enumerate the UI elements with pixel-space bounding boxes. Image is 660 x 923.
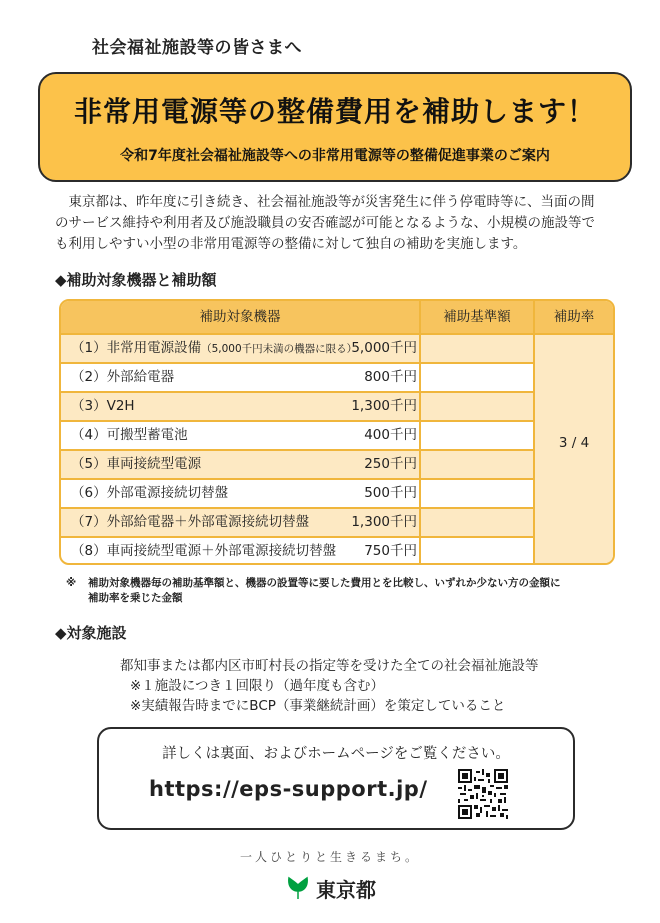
table-row	[61, 391, 533, 420]
intro-line: のサービス維持や利用者及び施設職員の安否確認が可能となるような、小規模の施設等で	[55, 215, 595, 231]
audience-heading: 社会福祉施設等の皆さまへ	[92, 38, 302, 58]
row-amount: 400千円	[364, 427, 417, 443]
title-banner	[38, 72, 632, 182]
section-heading-facilities: ◆対象施設	[55, 624, 127, 642]
table-row	[61, 333, 533, 362]
row-item: （4）可搬型蓄電池	[71, 427, 188, 443]
facility-description	[120, 656, 539, 716]
row-item: （2）外部給電器	[71, 369, 175, 385]
table-row	[61, 362, 533, 391]
column-divider	[419, 301, 421, 563]
row-amount: 800千円	[364, 369, 417, 385]
row-amount: 250千円	[364, 456, 417, 472]
footnote-line: 補助対象機器毎の補助基準額と、機器の設置等に要した費用とを比較し、いずれか少ない方の金額に	[88, 577, 561, 589]
table-header	[61, 301, 613, 333]
website-link[interactable]: https://eps-support.jp/	[149, 777, 428, 801]
intro-paragraph	[55, 192, 625, 255]
row-note: （5,000千円未満の機器に限る）	[201, 343, 358, 355]
facility-main: 都知事または都内区市町村長の指定等を受けた全ての社会福祉施設等	[120, 658, 539, 674]
main-title: 非常用電源等の整備費用を補助します！	[73, 95, 596, 128]
row-item: （7）外部給電器＋外部電源接続切替盤	[71, 514, 310, 530]
header-rate: 補助率	[553, 309, 595, 325]
slogan: 一人ひとりと生きるまち。	[239, 850, 420, 864]
sub-title: 令和7年度社会福祉施設等への非常用電源等の整備促進事業のご案内	[120, 148, 550, 164]
header-amount: 補助基準額	[443, 309, 511, 325]
qr-code-icon[interactable]	[458, 769, 508, 819]
ginkgo-leaf-icon	[286, 876, 310, 900]
row-item: （1）非常用電源設備（5,000千円未満の機器に限る）	[71, 340, 358, 356]
row-amount: 5,000千円	[351, 340, 417, 356]
footnote-mark: ※	[66, 577, 77, 589]
header-equipment: 補助対象機器	[199, 309, 281, 325]
rate-cell	[535, 333, 613, 563]
info-lead: 詳しくは裏面、およびホームページをご覧ください。	[162, 746, 510, 762]
row-item: （8）車両接続型電源＋外部電源接続切替盤	[71, 543, 337, 559]
intro-line: 東京都は、昨年度に引き続き、社会福祉施設等が災害発生に伴う停電時等に、当面の間	[55, 194, 595, 210]
row-amount: 1,300千円	[351, 514, 417, 530]
table-row	[61, 536, 533, 565]
row-item: （3）V2H	[71, 398, 135, 414]
table-row	[61, 507, 533, 536]
tokyo-name: 東京都	[316, 878, 376, 902]
column-divider	[533, 301, 535, 563]
info-box	[97, 727, 575, 830]
row-amount: 500千円	[364, 485, 417, 501]
table-row	[61, 478, 533, 507]
rate-value: 3 / 4	[558, 435, 590, 451]
row-item: （5）車両接続型電源	[71, 456, 202, 472]
facility-note: ※１施設につき１回限り（過年度も含む）	[130, 678, 385, 694]
table-footnote	[66, 576, 626, 606]
facility-note: ※実績報告時までにBCP（事業継続計画）を策定していること	[130, 698, 506, 714]
table-row	[61, 449, 533, 478]
footnote-line: 補助率を乗じた金額	[88, 592, 183, 604]
row-amount: 750千円	[364, 543, 417, 559]
intro-line: も利用しやすい小型の非常用電源等の整備に対して独自の補助を実施します。	[55, 236, 527, 252]
row-item: （6）外部電源接続切替盤	[71, 485, 229, 501]
section-heading-equipment: ◆補助対象機器と補助額	[55, 271, 217, 289]
subsidy-table	[59, 299, 615, 565]
row-amount: 1,300千円	[351, 398, 417, 414]
table-row	[61, 420, 533, 449]
